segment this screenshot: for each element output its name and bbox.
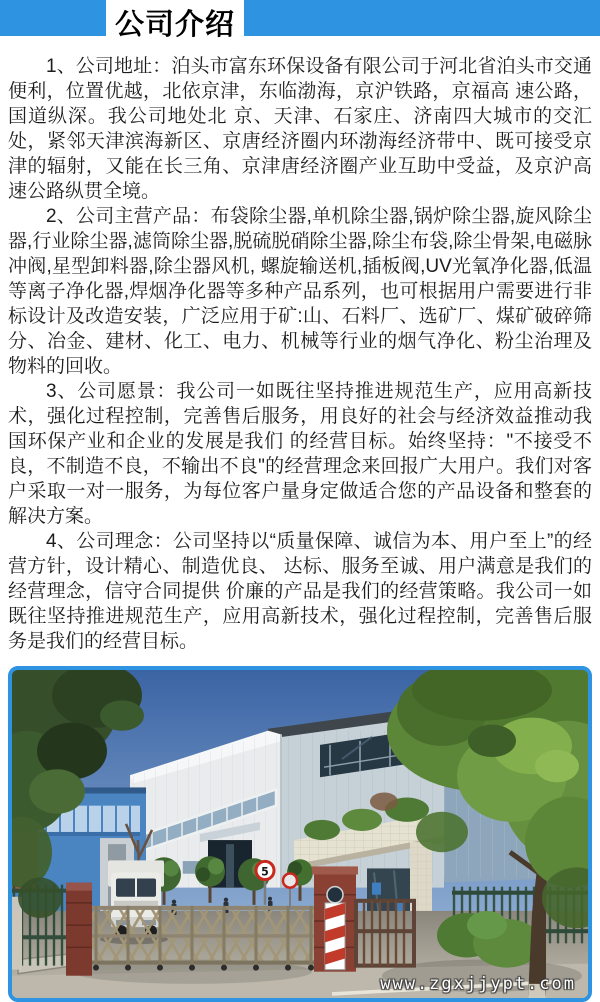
header-bar [0,0,600,41]
watermark-url: www.zgxjjypt.com [380,974,576,994]
page-title: 公司介绍 [106,0,244,44]
paragraph-concept: 4、公司理念：公司坚持以“质量保障、诚信为本、用户至上”的经营方针，设计精心、制造优良、 达标、服务至诚、用户满意是我们的经营理念，信守合同提供 价廉的产品是我们的经营策略。我公司一如既往坚持推进规范生产，应用高新技术，强化过程控制，完善售后服务是我们的经营目标。 [8,531,592,652]
factory-scene-illustration [12,670,588,998]
factory-photo [8,666,592,1002]
svg-text:5: 5 [261,865,269,879]
paragraph-address: 1、公司地址：泊头市富东环保设备有限公司于河北省泊头市交通便利，位置优越，北依京津，东临渤海，京沪铁路，京福高 速公路，国道纵深。我公司地处北 京、天津、石家庄、济南四大城市的交汇处，紧邻天津滨海新区、京唐经济圈内环渤海经济带中、既可接受京津的辐射，又能在长三角、京津唐经济圈产业互助中受益，及京沪高速公路纵贯全境。 [8,56,592,202]
company-introduction-text [0,36,600,660]
paragraph-vision: 3、公司愿景：我公司一如既往坚持推进规范生产，应用高新技术，强化过程控制，完善售后服务，用良好的社会与经济效益推动我国环保产业和企业的发展是我们 的经营目标。始终坚持："不接受不良，不制造不良，不输出不良"的经营理念来回报广大用户。我们对客户采取一对一服务，为每位客户量身定做适合您的产品设备和整套的解决方案。 [8,381,592,527]
paragraph-products: 2、公司主营产品：布袋除尘器,单机除尘器,锅炉除尘器,旋风除尘器,行业除尘器,滤筒除尘器,脱硫脱硝除尘器,除尘布袋,除尘骨架,电磁脉冲阀,星型卸料器,除尘器风机, 螺旋输送机,插板阀,UV光氧净化器,低温等离子净化器,焊烟净化器等多种产品系列，也可根据用户需要进行非标设计及改造安装，广泛应用于矿:山、石料厂、选矿厂、煤矿破碎筛分、冶金、建材、化工、电力、机械等行业的烟气净化、粉尘治理及物料的回收。 [8,206,592,377]
